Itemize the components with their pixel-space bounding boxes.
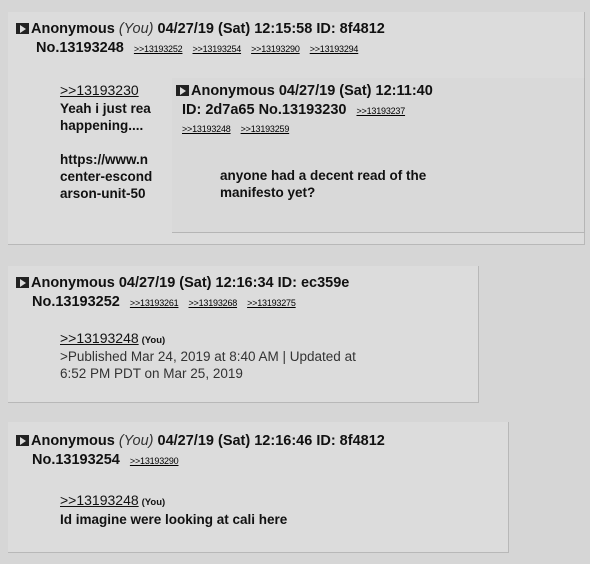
quote-link[interactable]: >>13193248 (60, 492, 139, 508)
post-number[interactable]: No.13193252 (32, 294, 120, 310)
body-line: happening.... (60, 118, 144, 133)
post-body (60, 511, 287, 528)
reply-link[interactable]: >>13193290 (129, 456, 179, 466)
reply-link[interactable]: >>13193248 (182, 124, 231, 134)
reply-link[interactable]: >>13193268 (188, 298, 238, 308)
reply-link[interactable]: >>13193261 (129, 298, 179, 308)
body-line: Id imagine were looking at cali here (60, 512, 288, 527)
post-datetime: 04/27/19 (Sat) 12:11:40 (278, 83, 433, 99)
post (8, 266, 479, 403)
reply-link[interactable]: >>13193259 (240, 124, 290, 134)
post-number-row (36, 39, 358, 58)
poster-id[interactable]: ID: 8f4812 (316, 433, 385, 449)
reply-link[interactable]: >>13193254 (192, 44, 242, 54)
reply-link[interactable]: >>13193237 (356, 106, 406, 116)
post-number[interactable]: No.13193230 (258, 102, 347, 118)
you-marker: (You) (118, 433, 154, 449)
body-line: arson-unit-50 (60, 186, 146, 201)
quote-row (60, 492, 165, 510)
reply-link[interactable]: >>13193275 (247, 298, 296, 308)
post-header (16, 432, 385, 450)
you-tag: (You) (141, 497, 166, 508)
post (8, 422, 509, 553)
post-number-row (32, 451, 178, 470)
post-number[interactable]: No.13193248 (36, 40, 124, 56)
file-icon[interactable] (16, 23, 29, 34)
post-datetime: 04/27/19 (Sat) 12:15:58 (157, 21, 313, 37)
post-number-row (32, 293, 296, 312)
you-tag: (You) (141, 335, 166, 346)
body-line: >Published Mar 24, 2019 at 8:40 AM | Updated at (60, 349, 356, 364)
inline-quoted-post (172, 78, 585, 233)
poster-name: Anonymous (31, 433, 115, 449)
poster-id[interactable]: ID: ec359e (277, 275, 350, 291)
file-icon[interactable] (16, 277, 29, 288)
post-datetime: 04/27/19 (Sat) 12:16:34 (118, 275, 274, 291)
reply-link[interactable]: >>13193290 (251, 44, 300, 54)
you-marker: (You) (118, 21, 154, 37)
post-header (16, 20, 385, 38)
file-icon[interactable] (176, 85, 189, 96)
body-line: center-escond (60, 169, 153, 184)
post-header (176, 82, 433, 100)
poster-name: Anonymous (31, 275, 115, 291)
post-number[interactable]: No.13193254 (32, 452, 120, 468)
post-body (60, 348, 470, 382)
body-line: anyone had a decent read of the (220, 168, 427, 183)
body-line: manifesto yet? (220, 185, 316, 200)
body-line: https://www.n (60, 152, 148, 167)
quote-row (60, 330, 165, 348)
poster-name: Anonymous (191, 83, 275, 99)
quote-link[interactable]: >>13193248 (60, 330, 139, 346)
poster-name: Anonymous (31, 21, 115, 37)
post-number-row (182, 101, 405, 120)
post-header (16, 274, 349, 292)
post (8, 12, 585, 245)
reply-row (182, 119, 289, 138)
poster-id[interactable]: ID: 8f4812 (316, 21, 385, 37)
reply-link[interactable]: >>13193252 (133, 44, 183, 54)
post-body (220, 167, 426, 201)
poster-id[interactable]: ID: 2d7a65 (182, 102, 255, 118)
reply-link[interactable]: >>13193294 (309, 44, 359, 54)
body-line: 6:52 PM PDT on Mar 25, 2019 (60, 366, 243, 381)
file-icon[interactable] (16, 435, 29, 446)
quote-link[interactable]: >>13193230 (60, 82, 139, 98)
body-line: Yeah i just rea (60, 101, 151, 116)
post-body (60, 100, 178, 202)
post-datetime: 04/27/19 (Sat) 12:16:46 (157, 433, 313, 449)
